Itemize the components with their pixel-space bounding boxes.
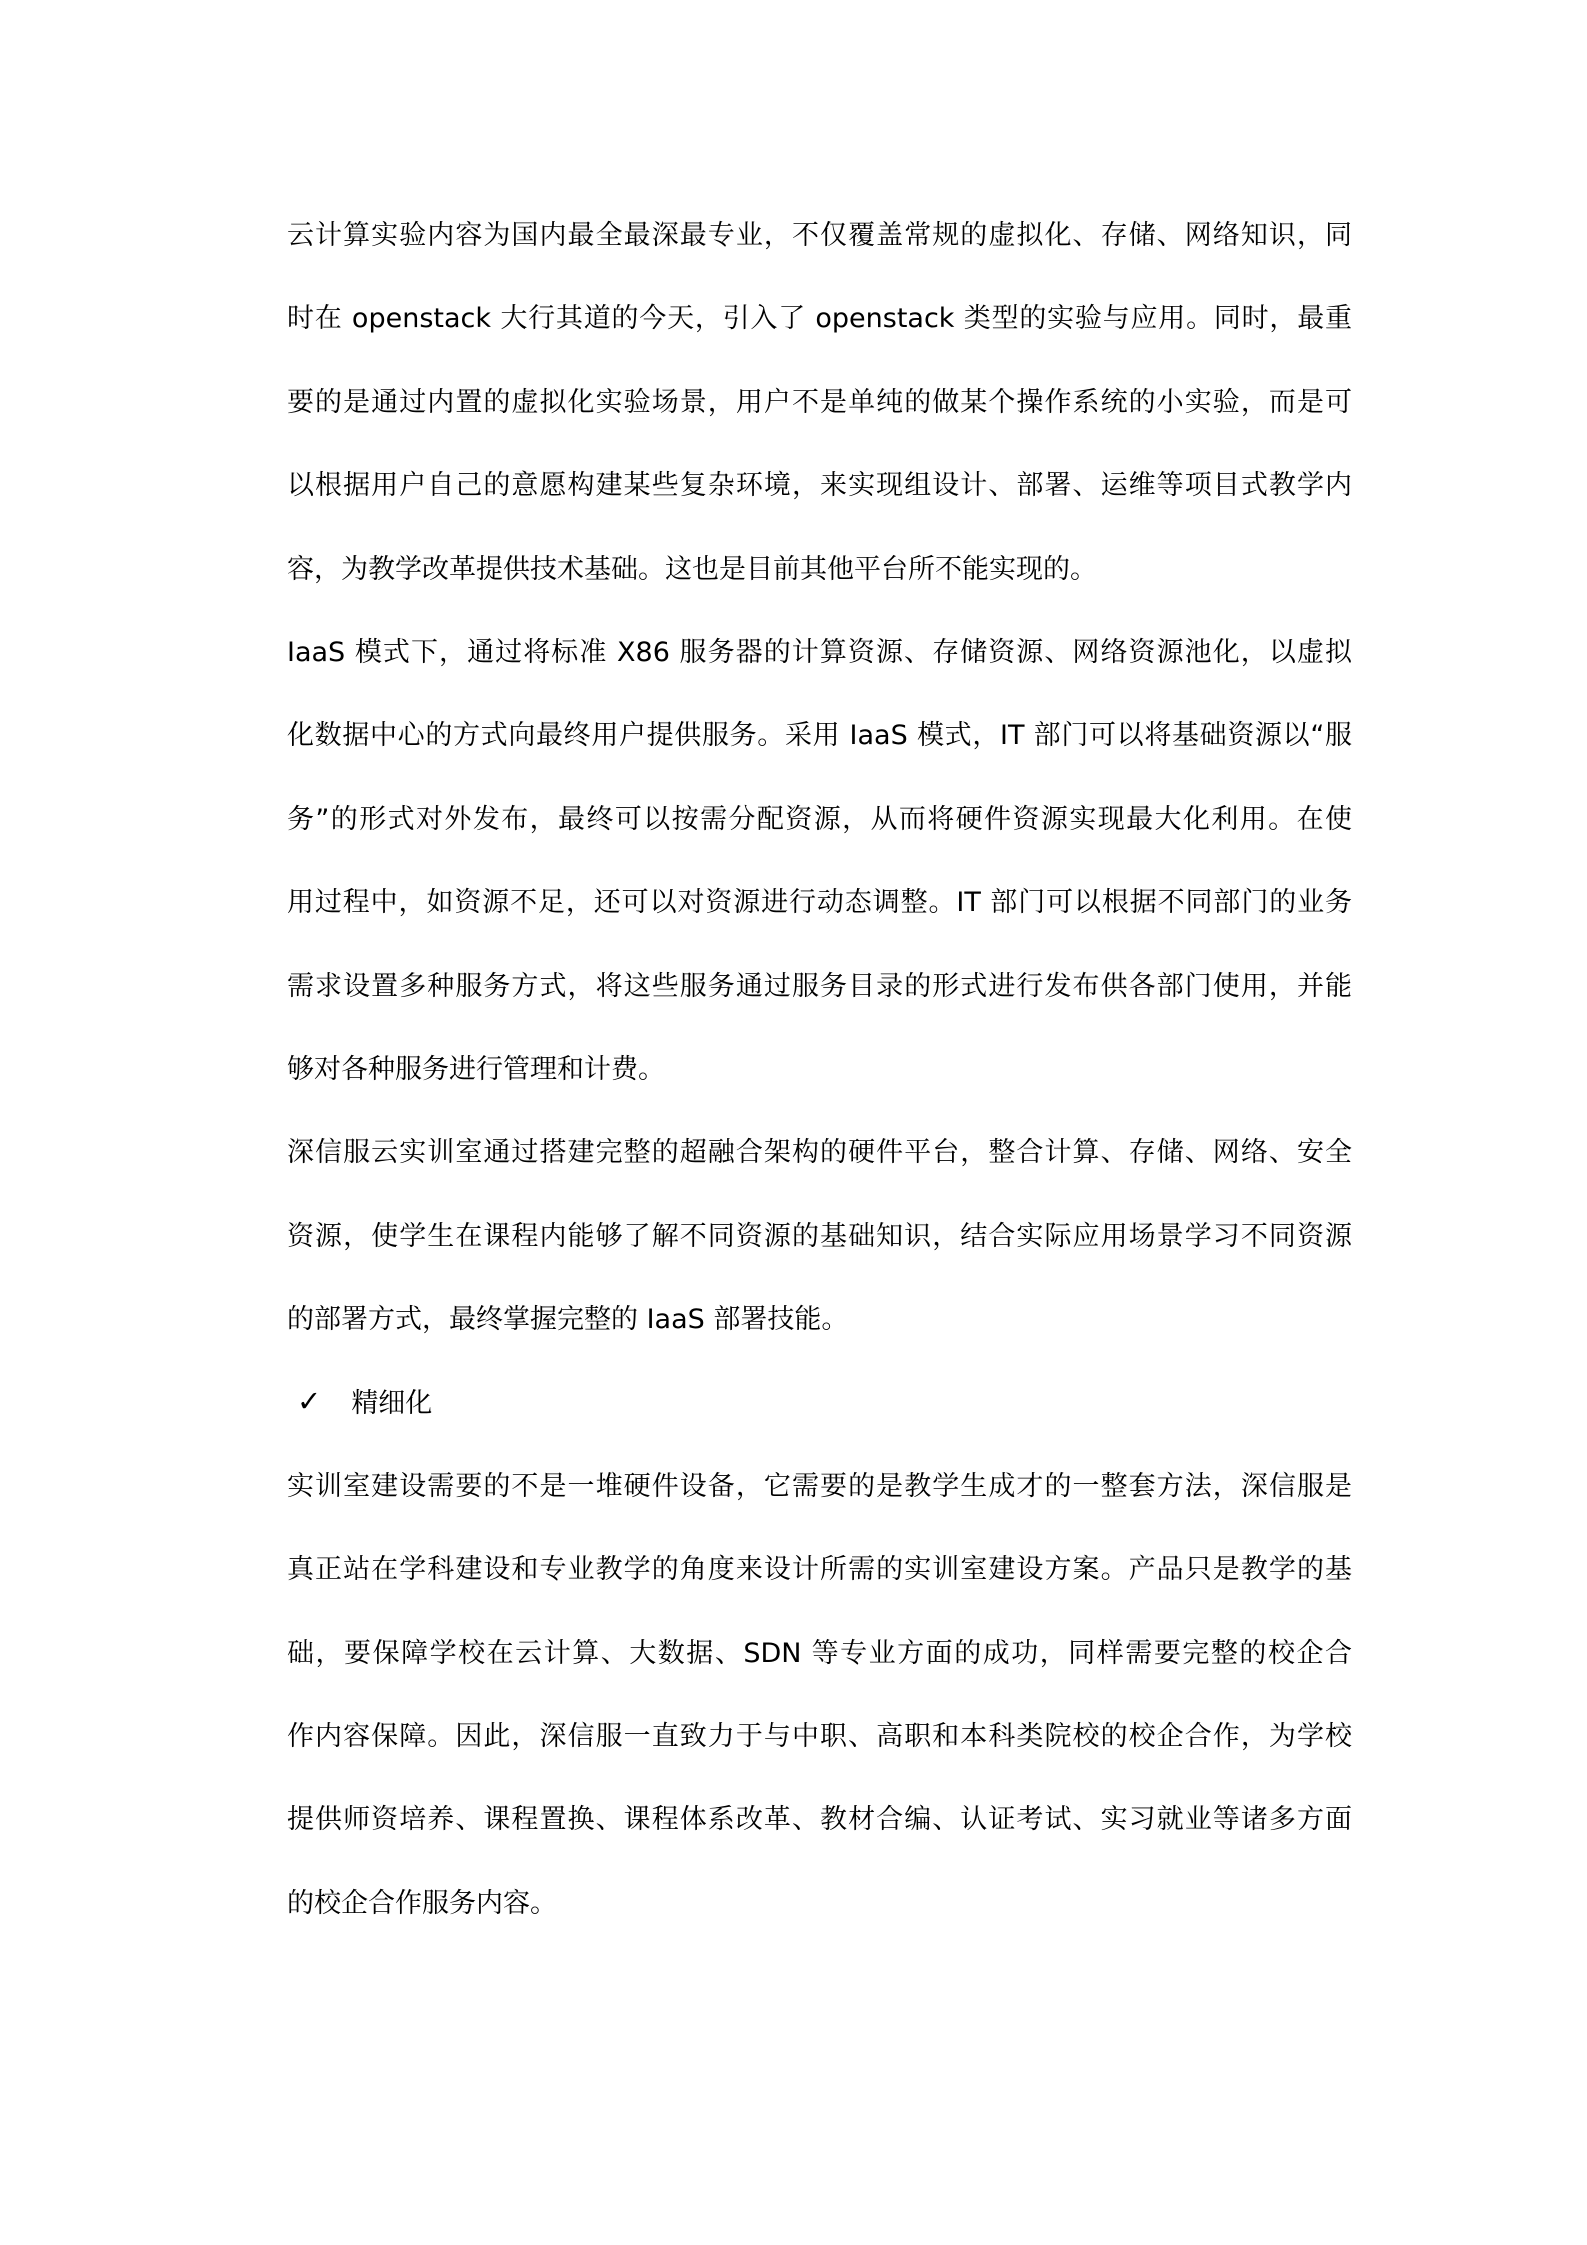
text-line: 容，为教学改革提供技术基础。这也是目前其他平台所不能实现的。 (287, 553, 1097, 585)
text-line: 实训室建设需要的不是一堆硬件设备，它需要的是教学生成才的一整套方法，深信服是 (287, 1470, 1352, 1502)
text-line: 作内容保障。因此，深信服一直致力于与中职、高职和本科类院校的校企合作，为学校 (287, 1721, 1352, 1753)
text-line: 资源，使学生在课程内能够了解不同资源的基础知识，结合实际应用场景学习不同资源 (287, 1220, 1352, 1252)
text-line: 以根据用户自己的意愿构建某些复杂环境，来实现组设计、部署、运维等项目式教学内 (287, 470, 1352, 502)
text-line: 提供师资培养、课程置换、课程体系改革、教材合编、认证考试、实习就业等诸多方面 (287, 1804, 1352, 1836)
text-line: 的部署方式，最终掌握完整的 IaaS 部署技能。 (287, 1304, 849, 1336)
bullet-line (287, 1361, 1352, 1444)
text-line: 的校企合作服务内容。 (287, 1887, 557, 1919)
document-body (287, 194, 1352, 1945)
text-line: 要的是通过内置的虚拟化实验场景，用户不是单纯的做某个操作系统的小实验，而是可 (287, 386, 1352, 418)
text-line: 础，要保障学校在云计算、大数据、SDN 等专业方面的成功，同样需要完整的校企合 (287, 1637, 1352, 1669)
text-line: 务”的形式对外发布，最终可以按需分配资源，从而将硬件资源实现最大化利用。在使 (287, 803, 1352, 835)
text-line: 真正站在学科建设和专业教学的角度来设计所需的实训室建设方案。产品只是教学的基 (287, 1554, 1352, 1586)
checkmark-icon: ✓ (297, 1384, 322, 1419)
text-line: 化数据中心的方式向最终用户提供服务。采用 IaaS 模式，IT 部门可以将基础资源以“服 (287, 720, 1352, 752)
text-line: 够对各种服务进行管理和计费。 (287, 1053, 665, 1085)
text-line: 用过程中，如资源不足，还可以对资源进行动态调整。IT 部门可以根据不同部门的业务 (287, 887, 1352, 919)
text-line: IaaS 模式下，通过将标准 X86 服务器的计算资源、存储资源、网络资源池化，以虚拟 (287, 636, 1352, 668)
bullet-label: 精细化 (351, 1388, 433, 1420)
text-line: 需求设置多种服务方式，将这些服务通过服务目录的形式进行发布供各部门使用，并能 (287, 970, 1352, 1002)
text-line: 时在 openstack 大行其道的今天，引入了 openstack 类型的实验与应用。同时，最重 (287, 303, 1352, 335)
text-line: 深信服云实训室通过搭建完整的超融合架构的硬件平台，整合计算、存储、网络、安全 (287, 1137, 1352, 1169)
text-line: 云计算实验内容为国内最全最深最专业，不仅覆盖常规的虚拟化、存储、网络知识，同 (287, 220, 1352, 251)
